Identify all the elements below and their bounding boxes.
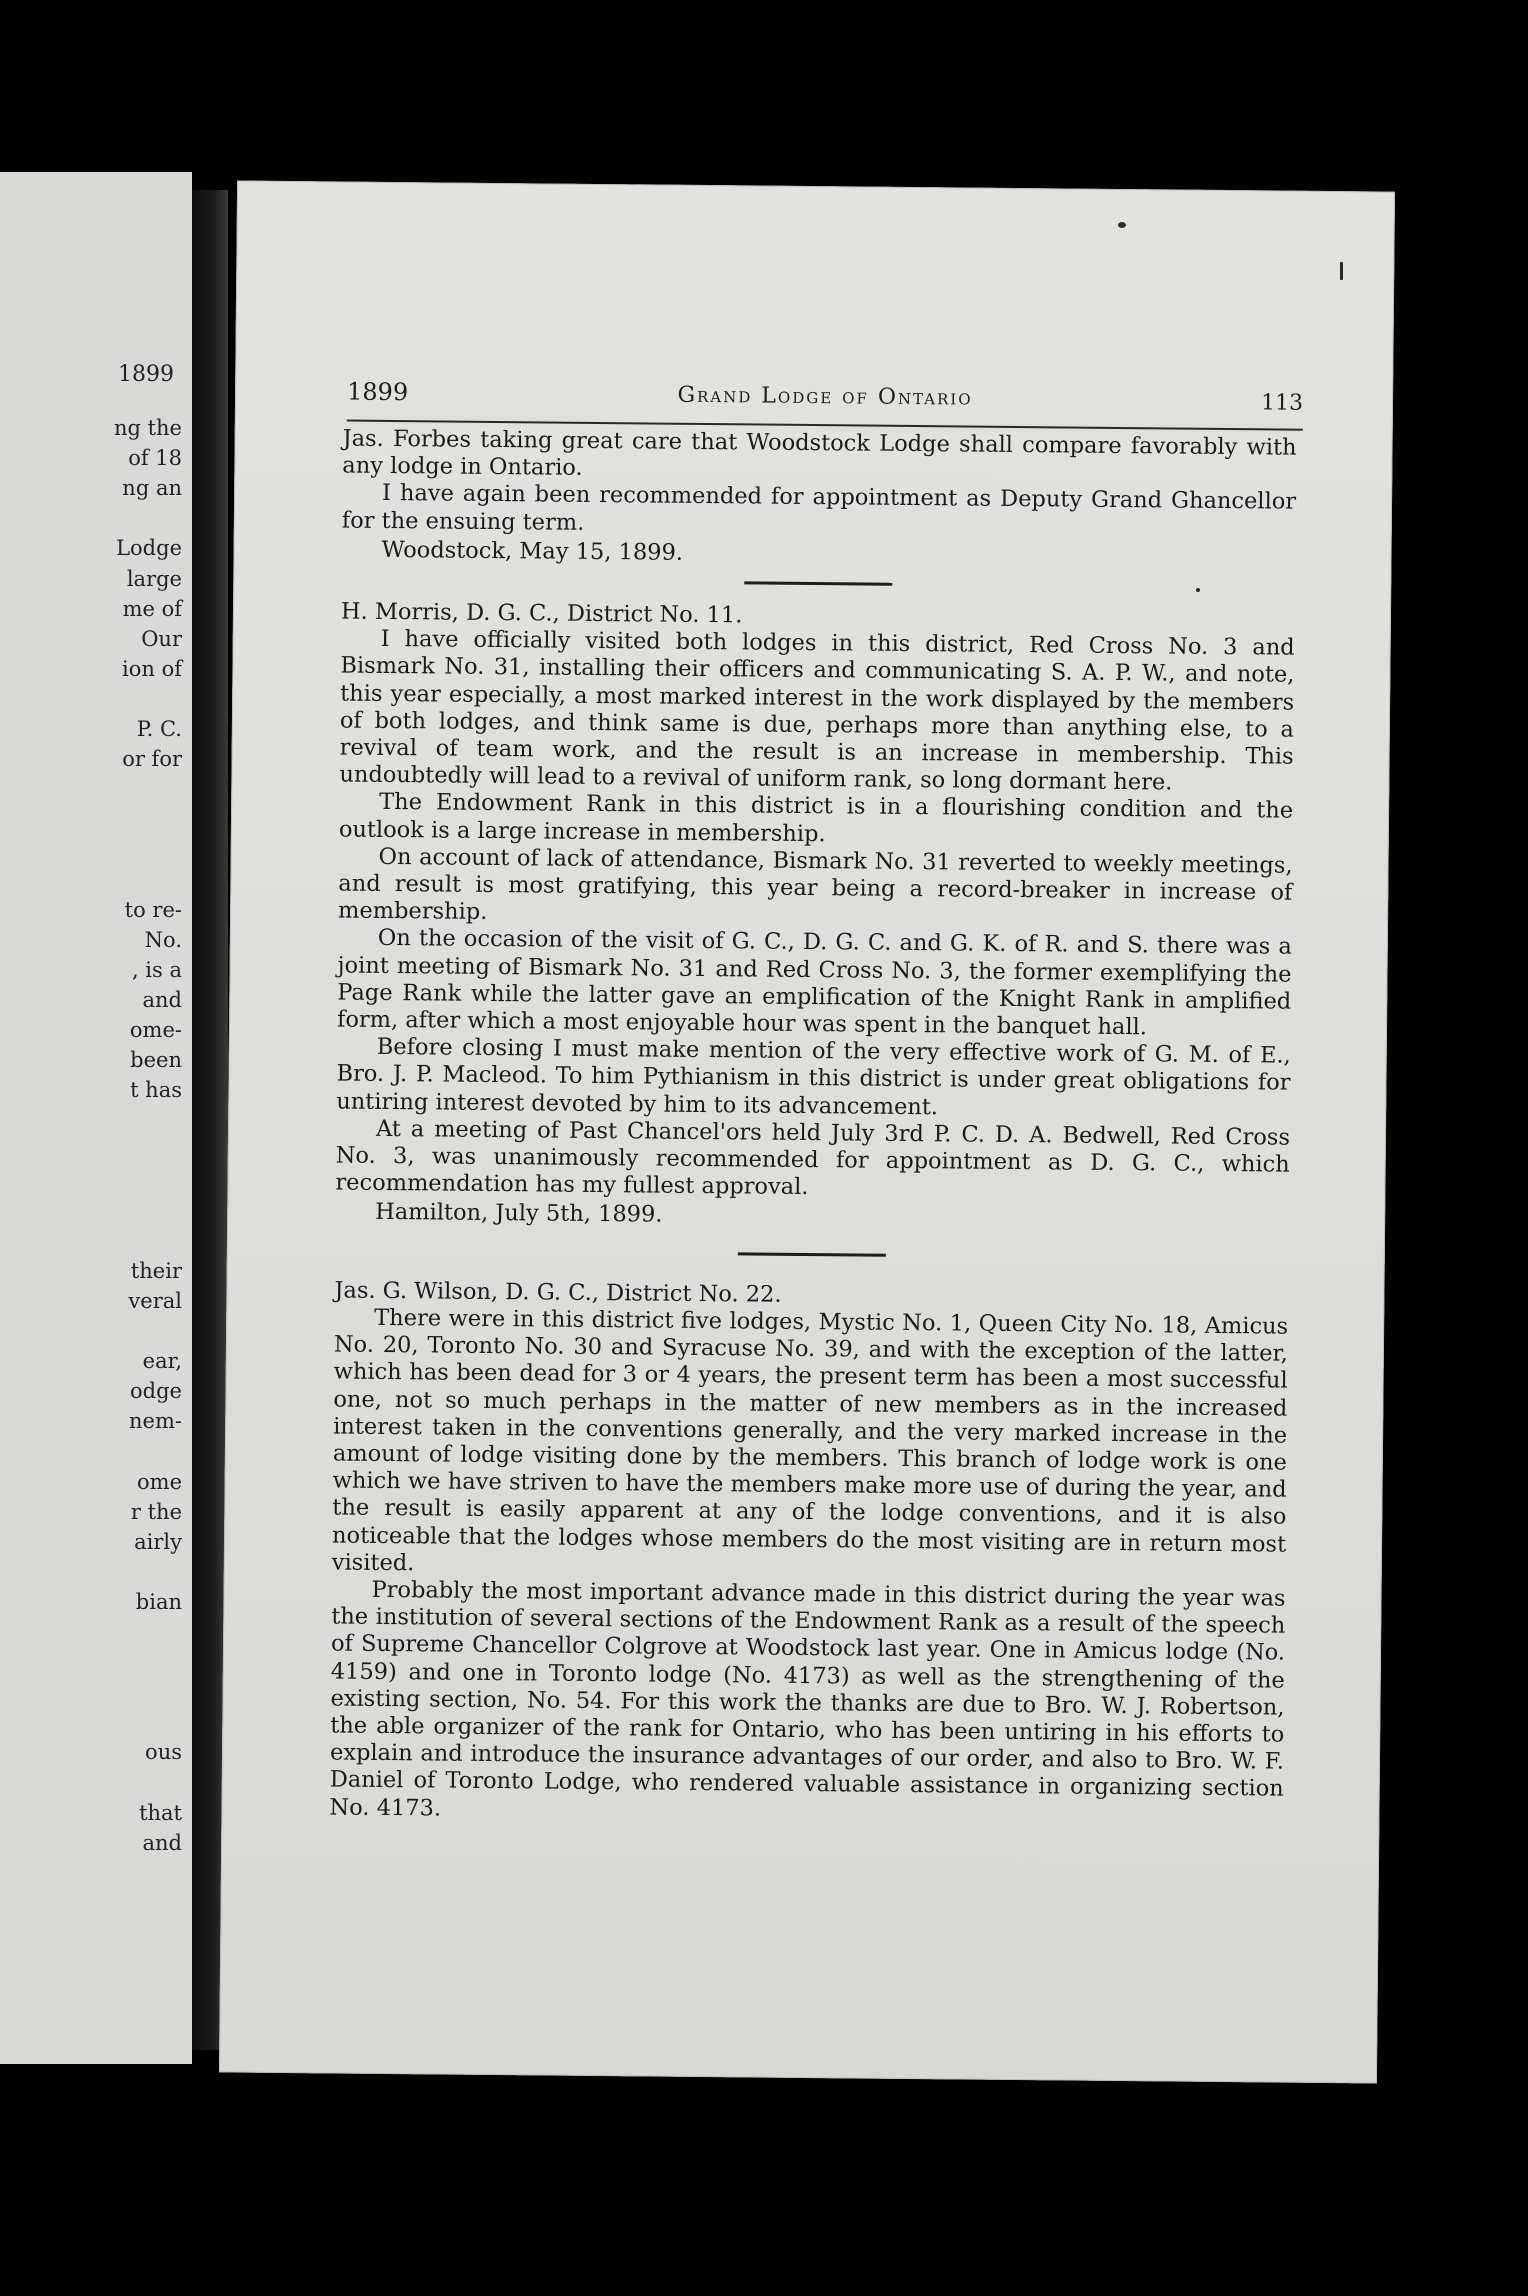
report-section-district-22 (329, 1277, 1288, 1830)
left-page-fragment: ng the (113, 416, 182, 440)
left-page-fragment: of 18 (128, 446, 182, 471)
header-year: 1899 (346, 377, 409, 407)
left-page-fragment: ome- (129, 1018, 182, 1042)
left-page-fragment: airly (134, 1529, 182, 1554)
left-page-fragment: that (139, 1800, 182, 1825)
section-divider (738, 1252, 886, 1256)
paragraph: On the occasion of the visit of G. C., D. G. C. and G. K. of R. and S. there was a joint meeting of Bismark No. 31 and Red Cross No. 3, the former exemplifying the Page Rank while the latter gave an emplification of the Knight Rank in amplified form, after which a most enjoyable hour was spent in the banquet hall. (336, 925, 1292, 1041)
running-header (347, 378, 1303, 421)
section-divider (744, 581, 892, 585)
left-page-fragment: odge (130, 1379, 182, 1404)
scan-speck (1196, 588, 1200, 592)
paragraph: Before closing I must make mention of the very effective work of G. M. of E., Bro. J. P. Macleod. To him Pythianism in this district is under great obligations for untiring interest devoted by him to its advancement. (336, 1034, 1291, 1120)
left-page-fragment: been (130, 1048, 182, 1073)
left-page-fragment: t has (130, 1078, 182, 1103)
paragraph: Probably the most important advance made in this district during the year was the institution of several sections of the Endowment Rank as a result of the speech of Supreme Chancellor Colgrove at Woodstock last year. One in Amicus lodge (No. 4159) and one in Toronto lodge (No. 4173) as well as the strengthening of the existing section, No. 54. For this work the thanks are due to Bro. W. J. Robertson, the able organizer of the rank for Ontario, who has been untiring in his efforts to explain and introduce the insurance advantages of our order, and also to Bro. W. F. Daniel of Toronto Lodge, who rendered valuable assistance in organizing section No. 4173. (329, 1576, 1286, 1822)
left-page (0, 172, 192, 2064)
left-page-fragment: large (126, 566, 182, 591)
report-section-woodstock (341, 426, 1296, 573)
left-page-fragment: and (142, 1830, 182, 1855)
report-section-district-11 (335, 599, 1295, 1236)
report-author: Jas. G. Wilson, D. G. C., District No. 22. (334, 1277, 782, 1308)
left-page-fragment: and (142, 987, 182, 1012)
paragraph: I have again been recommended for appointment as Deputy Grand Ghancellor for the ensuing term. (341, 480, 1297, 536)
left-page-year: 1899 (118, 362, 174, 387)
page-number: 113 (1260, 390, 1304, 416)
left-page-fragment: Lodge (116, 536, 182, 561)
header-title: Grand Lodge of Ontario (677, 382, 973, 411)
report-author: H. Morris, D. G. C., District No. 11. (340, 598, 743, 629)
left-page-fragment: bian (135, 1589, 182, 1614)
left-page-fragment: No. (144, 927, 182, 952)
left-page-fragment: , is a (131, 957, 182, 982)
signoff: Hamilton, July 5th, 1899. (375, 1199, 663, 1229)
left-page-fragment: ear, (142, 1349, 182, 1374)
left-page-fragment: r the (130, 1499, 182, 1524)
left-page-fragment: their (130, 1258, 182, 1283)
left-page-fragment: me of (122, 596, 182, 621)
left-page-fragment: veral (128, 1288, 182, 1313)
paragraph: Jas. Forbes taking great care that Woodstock Lodge shall compare favorably with any lodge in Ontario. (342, 425, 1297, 482)
scan-speck (1118, 222, 1126, 228)
paragraph: I have officially visited both lodges in this district, Red Cross No. 3 and Bismark No. 31, installing their officers and communicating S. A. P. W., and note, this year especially, a most marked interest in the work displayed by the members of both lodges, and think same is due, perhaps more than anything else, to a revival of team work, and the result is an increase in membership. This undoubtedly will lead to a revival of uniform rank, so long dormant here. (339, 626, 1295, 796)
left-page-fragment: ion of (122, 656, 182, 681)
scan-speck (1340, 262, 1343, 280)
paragraph: The Endowment Rank in this district is in a flourishing condition and the outlook is a large increase in membership. (338, 789, 1294, 847)
left-page-fragment: to re- (124, 897, 182, 922)
paragraph: There were in this district five lodges, Mystic No. 1, Queen City No. 18, Amicus No. 20, Toronto No. 30 and Syracuse No. 39, and with the exception of the latter, which has been dead for 3 or 4 years, the present term has been a most successful one, not so much perhaps in the matter of new members as in the increased interest taken in the conventions generally, and the very marked increase in the amount of lodge visiting done by the members. This branch of lodge work is one which we have striven to have the members make more use of during the year, and the result is easily apparent at any of the lodge conventions, and it is also noticeable that the lodges whose members do the most visiting are in return most visited. (331, 1304, 1289, 1576)
left-page-fragment: ous (145, 1740, 182, 1765)
left-page-fragment: ng an (122, 476, 182, 501)
page-body (329, 426, 1296, 1831)
signoff: Woodstock, May 15, 1899. (381, 536, 684, 566)
left-page-fragment: nem- (129, 1409, 182, 1434)
paragraph: At a meeting of Past Chancel'ors held July 3rd P. C. D. A. Bedwell, Red Cross No. 3, was unanimously recommended for appointment as D. G. C., which recommendation has my fullest approval. (335, 1115, 1291, 1201)
right-page (219, 180, 1395, 2083)
paragraph: On account of lack of attendance, Bismark No. 31 reverted to weekly meetings, and result is most gratifying, this year being a record-breaker in increase of membership. (337, 843, 1293, 926)
left-page-fragment: Our (141, 626, 182, 651)
left-page-fragment: or for (122, 747, 182, 772)
left-page-fragment: P. C. (136, 717, 182, 741)
left-page-fragment: ome (137, 1469, 182, 1494)
